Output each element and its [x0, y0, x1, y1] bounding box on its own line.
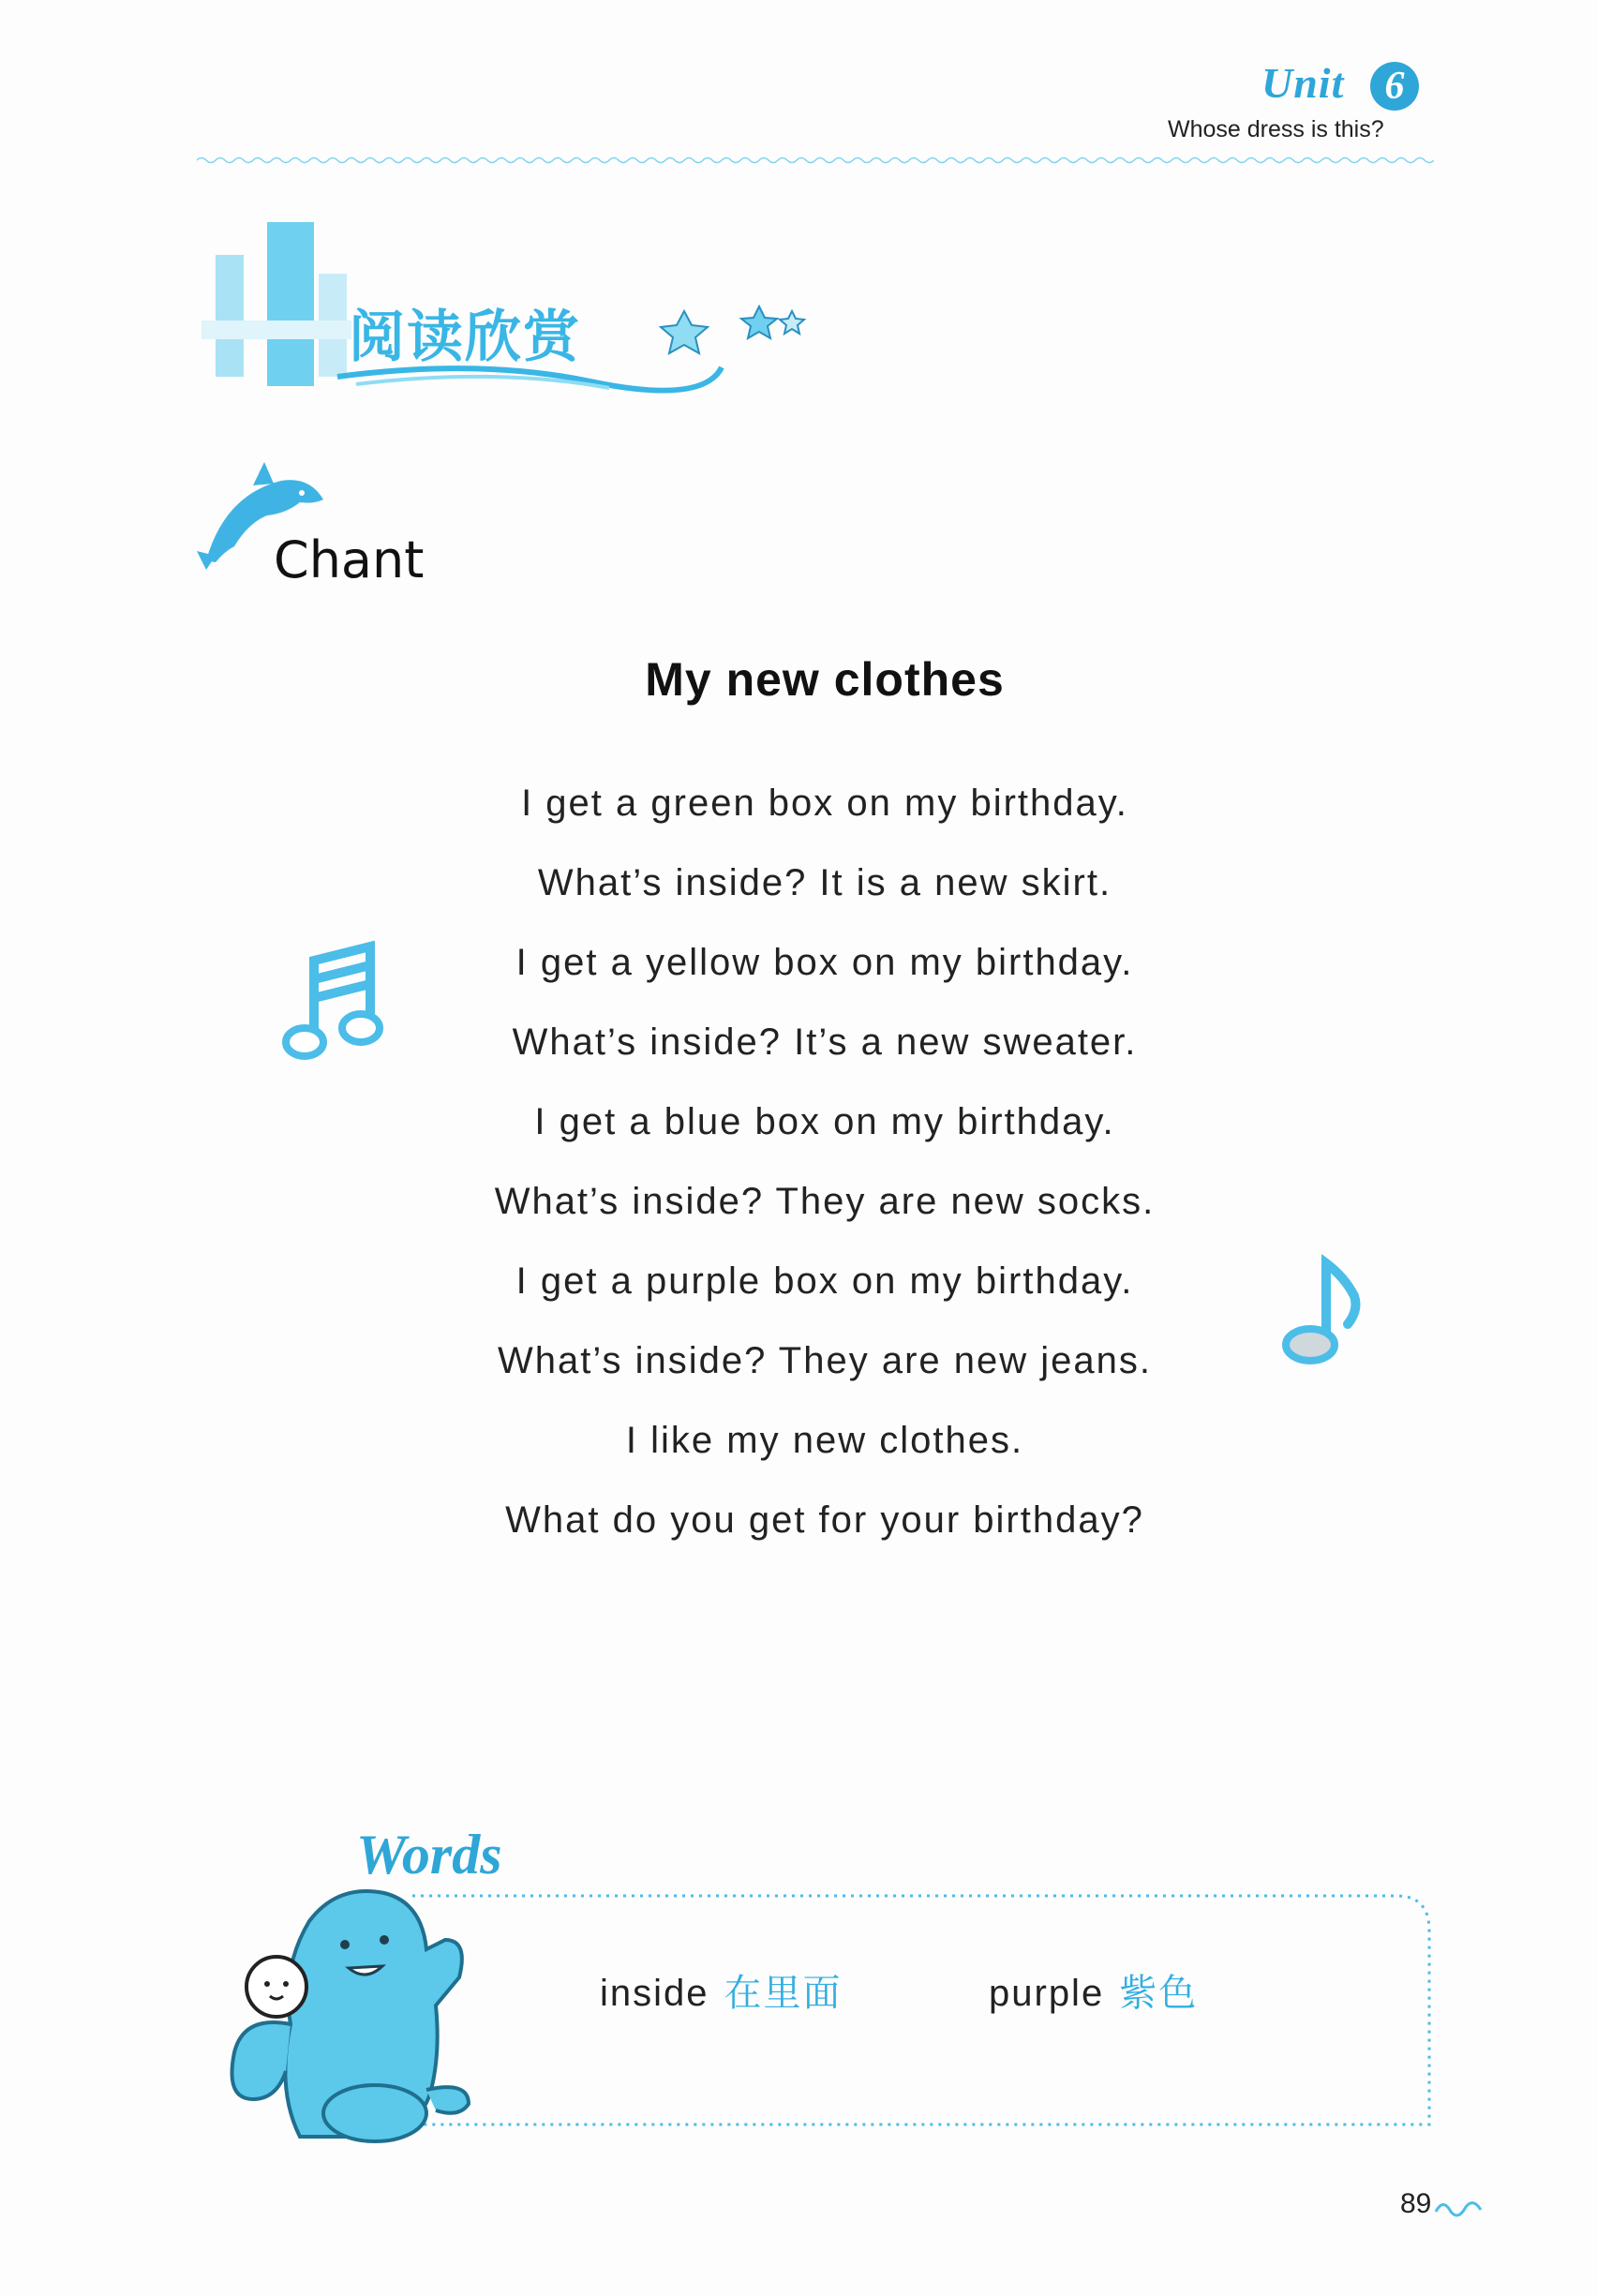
words-box — [412, 1888, 1436, 2134]
chant-poem — [431, 764, 1218, 1560]
reading-banner-title: 阅读欣赏 — [349, 305, 581, 370]
poem-line: I get a blue box on my birthday. — [534, 1101, 1115, 1142]
poem-line: What’s inside? They are new socks. — [494, 1181, 1156, 1222]
word-item — [989, 1963, 1198, 2017]
poem-line: What’s inside? It is a new skirt. — [537, 862, 1112, 903]
chant-label: Chant — [274, 530, 425, 589]
poem-line: What do you get for your birthday? — [505, 1499, 1144, 1541]
word-item — [600, 1963, 843, 2017]
music-notes-icon — [281, 937, 394, 1068]
poem-line: I get a green box on my birthday. — [521, 783, 1128, 824]
poem-line: I get a yellow box on my birthday. — [515, 942, 1134, 983]
poem-line: I get a purple box on my birthday. — [515, 1260, 1134, 1302]
word-en: inside — [600, 1973, 709, 2014]
unit-number-badge: 6 — [1370, 62, 1419, 111]
unit-subtitle: Whose dress is this? — [1168, 116, 1384, 142]
page-number-swirl-icon — [1434, 2193, 1490, 2221]
chant-title: My new clothes — [645, 653, 1005, 706]
words-label: Words — [356, 1824, 502, 1886]
word-cn: 在里面 — [724, 1972, 843, 2015]
header-wavy-rule — [197, 156, 1434, 165]
cactus-mascot-icon — [187, 1865, 478, 2146]
music-note-icon — [1275, 1254, 1368, 1366]
word-cn: 紫色 — [1119, 1972, 1199, 2015]
poem-line: What’s inside? They are new jeans. — [498, 1340, 1152, 1381]
word-en: purple — [989, 1973, 1105, 2014]
unit-label: Unit — [1261, 59, 1345, 107]
poem-line: I like my new clothes. — [625, 1420, 1024, 1461]
page-number: 89 — [1400, 2188, 1432, 2219]
poem-line: What’s inside? It’s a new sweater. — [512, 1021, 1138, 1063]
